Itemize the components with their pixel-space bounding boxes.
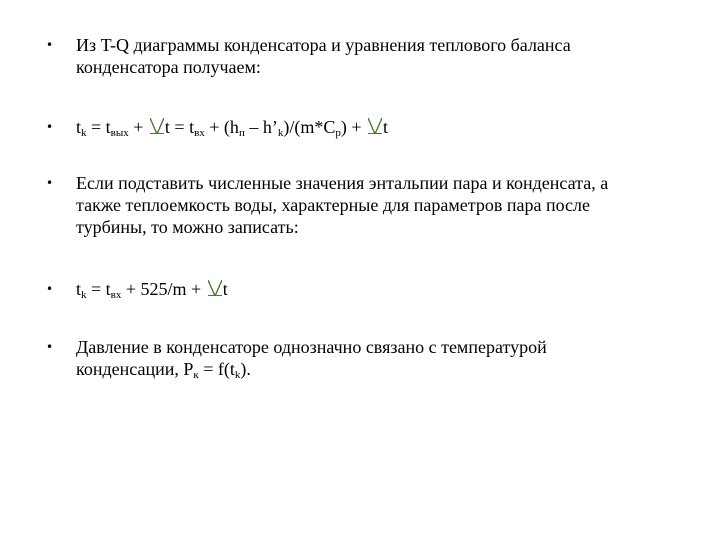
delta-icon — [368, 118, 382, 134]
bullet-marker: • — [46, 176, 54, 190]
bullet-marker: • — [46, 120, 54, 134]
bullet-marker: • — [46, 38, 54, 52]
bullet-marker: • — [46, 340, 54, 354]
bullet-text: Если подставить численные значения энтальпии пара и конденсата, а также теплоемкость воды, характерные для параметров пара после турбины, то можно записать: — [76, 173, 609, 237]
bullet-text: Давление в конденсаторе однозначно связано с температурой конденсации, Pк = f(tk). — [76, 337, 547, 381]
delta-icon — [150, 118, 164, 134]
bullet-marker: • — [46, 282, 54, 296]
delta-icon — [208, 280, 222, 296]
bullet-text: Из T-Q диаграммы конденсатора и уравнения теплового баланса конденсатора получаем: — [76, 35, 571, 77]
simplified-formula: tk = tвх + 525/m + t — [76, 279, 228, 301]
condensation-temperature-formula: tk = tвых + t = tвх + (hп – h’k)/(m*Cp) + t — [76, 117, 388, 139]
